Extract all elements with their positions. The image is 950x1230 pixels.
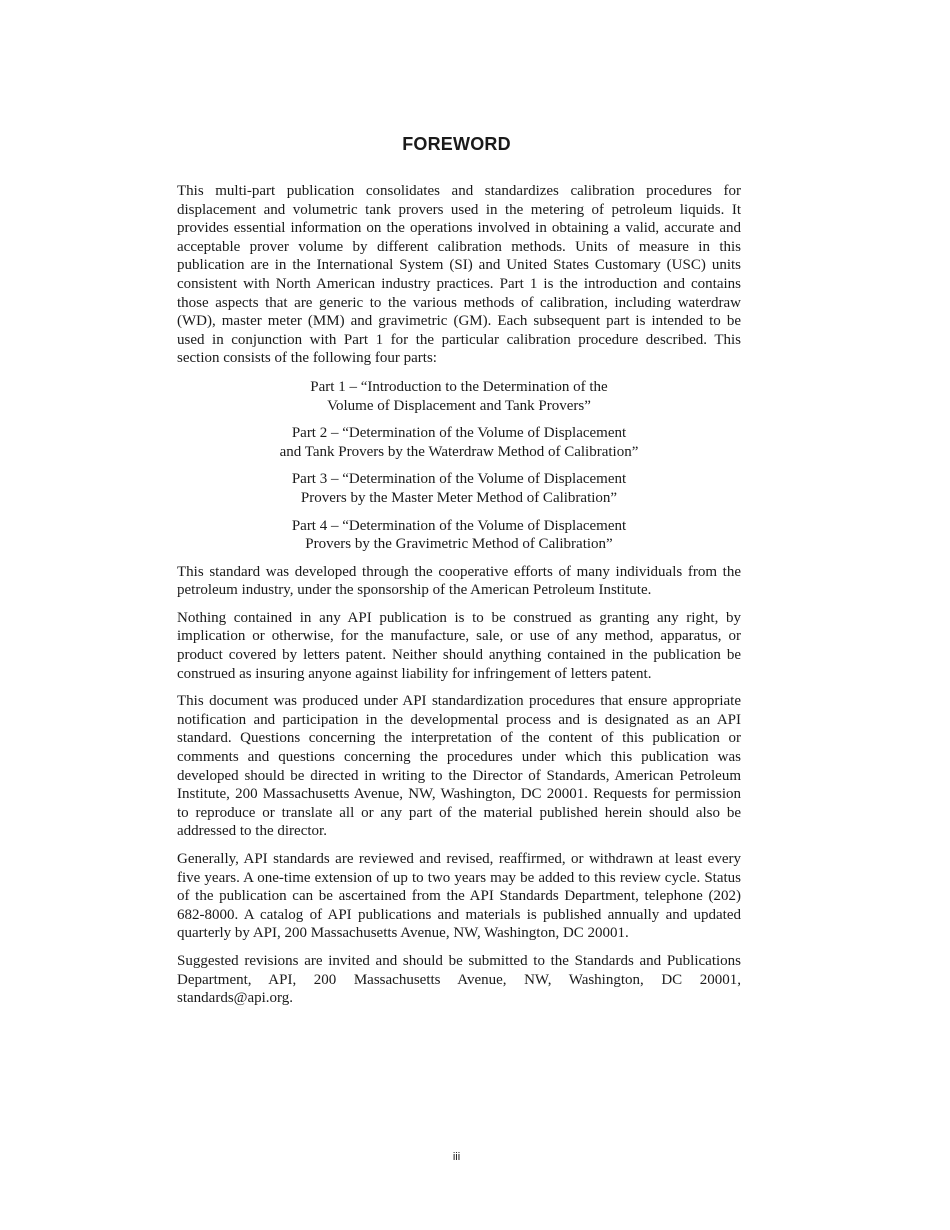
part-3-line-1: Part 3 – “Determination of the Volume of Displacement <box>291 471 627 488</box>
part-3-line-2: Provers by the Master Meter Method of Calibration” <box>300 489 618 506</box>
part-item <box>177 378 741 415</box>
paragraph-patent-disclaimer: Nothing contained in any API publication is to be construed as granting any right, by implication or otherwise, for the manufacture, sale, or use of any method, apparatus, or product covered by letters patent. Neither should anything contained in the publication be construed as insuring anyone against liability for infringement of letters patent. <box>177 609 741 682</box>
part-4-line-2: Provers by the Gravimetric Method of Calibration” <box>305 536 613 553</box>
part-2-line-1: Part 2 – “Determination of the Volume of Displacement <box>291 425 627 442</box>
page-number: iii <box>452 1151 461 1163</box>
paragraph-revisions: Suggested revisions are invited and should be submitted to the Standards and Publications Department, API, 200 Massachusetts Avenue, NW, Washington, DC 20001, standards@api.org. <box>177 952 741 1007</box>
part-item <box>177 517 741 554</box>
part-1-line-2: Volume of Displacement and Tank Provers” <box>327 397 591 414</box>
part-item <box>177 424 741 461</box>
parts-list <box>177 378 741 554</box>
page-title: FOREWORD <box>402 134 511 154</box>
foreword-body <box>177 182 741 1017</box>
paragraph-review-cycle: Generally, API standards are reviewed and revised, reaffirmed, or withdrawn at least every five years. A one-time extension of up to two years may be added to this review cycle. Status of the publication can be ascertained from the API Standards Department, telephone (202) 682-8000. A catalog of API publications and materials is published annually and updated quarterly by API, 200 Massachusetts Avenue, NW, Washington, DC 20001. <box>177 851 741 942</box>
intro-paragraph: This multi-part publication consolidates and standardizes calibration procedures for displacement and volumetric tank provers used in the metering of petroleum liquids. It provides essential information on the operations involved in obtaining a valid, accurate and acceptable prover volume by different calibration methods. Units of measure in this publication are in the International System (SI) and United States Customary (USC) units consistent with North American industry practices. Part 1 is the introduction and contains those aspects that are generic to the various methods of calibration, including waterdraw (WD), master meter (MM) and gravimetric (GM). Each subsequent part is intended to be used in conjunction with Part 1 for the particular calibration procedure described. This section consists of the following four parts: <box>177 183 741 367</box>
part-item <box>177 470 741 507</box>
part-1-line-1: Part 1 – “Introduction to the Determination of the <box>310 378 608 395</box>
part-2-line-2: and Tank Provers by the Waterdraw Method of Calibration” <box>279 443 639 460</box>
part-4-line-1: Part 4 – “Determination of the Volume of Displacement <box>291 517 627 534</box>
paragraph-standardization: This document was produced under API standardization procedures that ensure appropriate notification and participation in the developmental process and is designated as an API standard. Questions concerning the interpretation of the content of this publication or comments and questions concerning the procedures under which this publication was developed should be directed in writing to the Director of Standards, American Petroleum Institute, 200 Massachusetts Avenue, NW, Washington, DC 20001. Requests for permission to reproduce or translate all or any part of the material published herein should also be addressed to the director. <box>177 693 741 840</box>
paragraph-sponsorship: This standard was developed through the cooperative efforts of many individuals from the petroleum industry, under the sponsorship of the American Petroleum Institute. <box>177 563 741 599</box>
